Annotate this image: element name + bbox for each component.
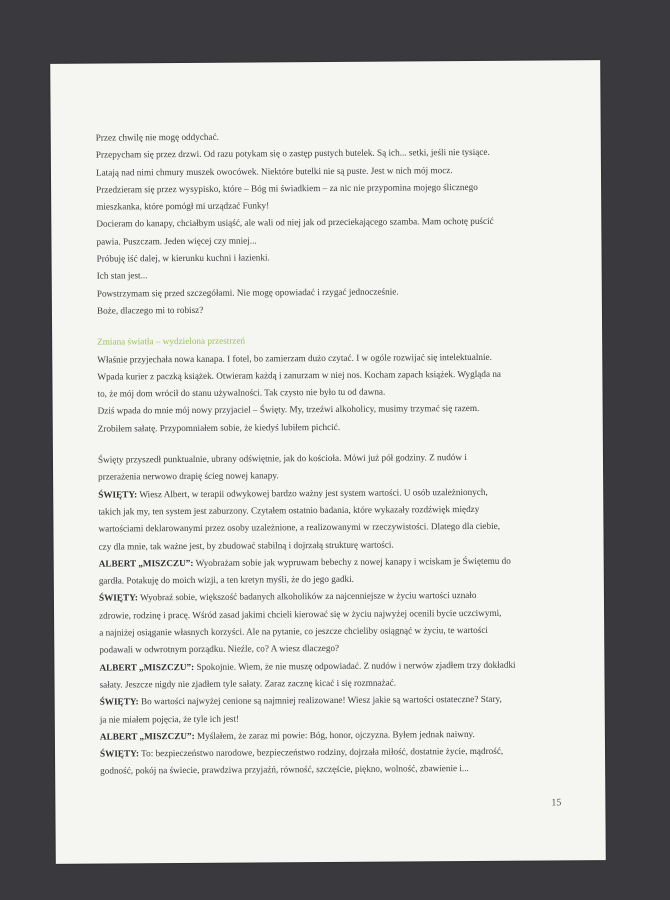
text-line: Święty przyszedł punktualnie, ubrany odświętnie, jak do kościoła. Mówi już pół godziny. Z nudów i [97,452,467,465]
text-line: Powstrzymam się przed szczegółami. Nie mogę opowiadać i rzygać jednocześnie. [96,286,399,299]
section-paragraphs [97,348,550,438]
text-line: zdrowie, rodzinę i pracę. Wśród zasad jakimi chcieli kierować się w życiu najwyżej ocenili bycie uczciwymi, [99,607,502,621]
page-text [96,126,553,780]
text-line: Przepycham się przez drzwi. Od razu potykam się o zastęp pustych butelek. Są ich... setki, jeśli nie tysiące. [95,147,490,160]
speech-text: Wyobrażam sobie jak wypruwam bebechy z nowej kanapy i wciskam je Świętemu do [195,555,511,568]
speech-text: Spokojnie. Wiem, że nie muszę odpowiadać. Z nudów i nerwów zjadłem trzy dokładki [196,659,516,672]
book-page [50,60,606,864]
speaker-name: ŚWIĘTY: [99,696,139,707]
speech-text: Myślałem, że zaraz mi powie: Bóg, honor, ojczyzna. Byłem jednak naiwny. [196,728,475,741]
text-line: pawia. Puszczam. Jeden więcej czy mniej... [96,235,257,247]
text-line: sałaty. Jeszcze nigdy nie zjadłem tyle sałaty. Zaraz zacznę kicać i się rozmnażać. [99,677,397,690]
text-line: Dziś wpada do mnie mój nowy przyjaciel – Święty. My, trzeźwi alkoholicy, musimy trzymać się razem. [97,403,480,417]
text-line: Próbuję iść dalej, w kierunku kuchni i łazienki. [96,252,270,264]
text-line: Właśnie przyjechała nowa kanapa. I fotel, bo zamierzam dużo czytać. I w ogóle rozwijać się intelektualnie. [97,351,492,365]
section-heading: Zmiana światła – wydzielona przestrzeń [97,335,246,347]
speaker-name: ALBERT „MISZCZU”: [98,557,194,569]
speaker-name: ALBERT „MISZCZU”: [99,730,195,742]
text-line: Przedzieram się przez wysypisko, które – Bóg mi świadkiem – za nic nie przypomina mojego ślicznego [96,181,478,195]
text-line: wartościami deklarowanymi przez osoby uzależnione, a realizowanymi w rzeczywistości. Dlatego dla ciebie, [98,521,501,534]
text-line: to, że mój dom wrócił do stanu używalności. Tak czysto nie było tu od dawna. [97,386,386,399]
dialogue [98,483,552,780]
text-line: gardła. Potakuję do moich wizji, a ten kretyn myśli, że do jego gadki. [98,573,355,586]
text-line: takich jak my, ten system jest zaburzony. Czytałem ostatnio badania, które wykazały rozdźwięk między [98,503,480,517]
text-line: mieszkanka, które pomógł mi urządzać Funky! [96,200,270,212]
text-line: Docieram do kanapy, chciałbym usiąść, ale wali od niej jak od przeciekającego szamba. Mam ochotę puścić [96,216,494,230]
speaker-name: ALBERT „MISZCZU”: [99,661,195,673]
intro-paragraphs [96,126,549,319]
text-line: a najniżej osiąganie własnych korzyści. Ale na pytanie, co jeszcze chcieliby osiągnąć w życiu, te wartości [99,624,489,638]
dialogue-line [100,691,552,711]
text-line: Ich stan jest... [96,270,148,281]
text-line: Zrobiłem sałatę. Przypomniałem sobie, że kiedyś lubiłem pichcić. [97,421,341,434]
text-line: Wpada kurier z paczką książek. Otwieram każdą i zanurzam w niej nos. Kocham zapach książek. Wygląda na [97,368,502,382]
speaker-name: ŚWIĘTY: [99,748,140,759]
speech-text: Bo wartości najwyżej cenione są najmniej realizowane! Wiesz jakie są wartości ostateczne? Stary, [140,693,502,707]
text-line: ja nie miałem pojęcia, że tyle ich jest! [99,713,240,725]
dialogue-line [98,483,550,503]
dialogue-line [99,552,551,572]
speech-text: Wyobraź sobie, większość badanych alkoholików za najcenniejsze w życiu wartości uznało [140,590,477,603]
text-line: godność, pokój na świecie, prawdziwa przyjaźń, równość, szczęście, piękno, wolność, zbawienie i... [100,763,469,776]
speech-text: Wiesz Albert, w terapii odwykowej bardzo ważny jest system wartości. U osób uzależnionych, [139,486,488,499]
speech-text: To: bezpieczeństwo narodowe, bezpieczeństwo rodziny, dojrzała miłość, dostatnie życie, mądrość, [141,745,504,759]
speaker-name: ŚWIĘTY: [98,488,138,500]
page-number: 15 [551,797,562,809]
text-line: Boże, dlaczego mi to robisz? [96,304,204,316]
text-line: podawali w odwrotnym porządku. Nieźle, co? A wiesz dlaczego? [99,643,340,655]
speaker-name: ŚWIĘTY: [98,592,138,604]
text-line: czy dla mnie, tak ważne jest, by zbudować stabilną i dojrzałą strukturę wartości. [98,539,394,552]
dialogue-intro [98,448,550,486]
text-line: Przez chwilę nie mogę oddychać. [95,131,219,143]
dialogue-line [99,656,551,676]
text-line: Latają nad nimi chmury muszek owocówek. Niektóre butelki nie są puste. Jest w nich mój mocz. [95,164,453,178]
dialogue-line [100,743,552,763]
text-line: przerażenia nerwowo drapię ścieg nowej kanapy. [98,470,279,482]
